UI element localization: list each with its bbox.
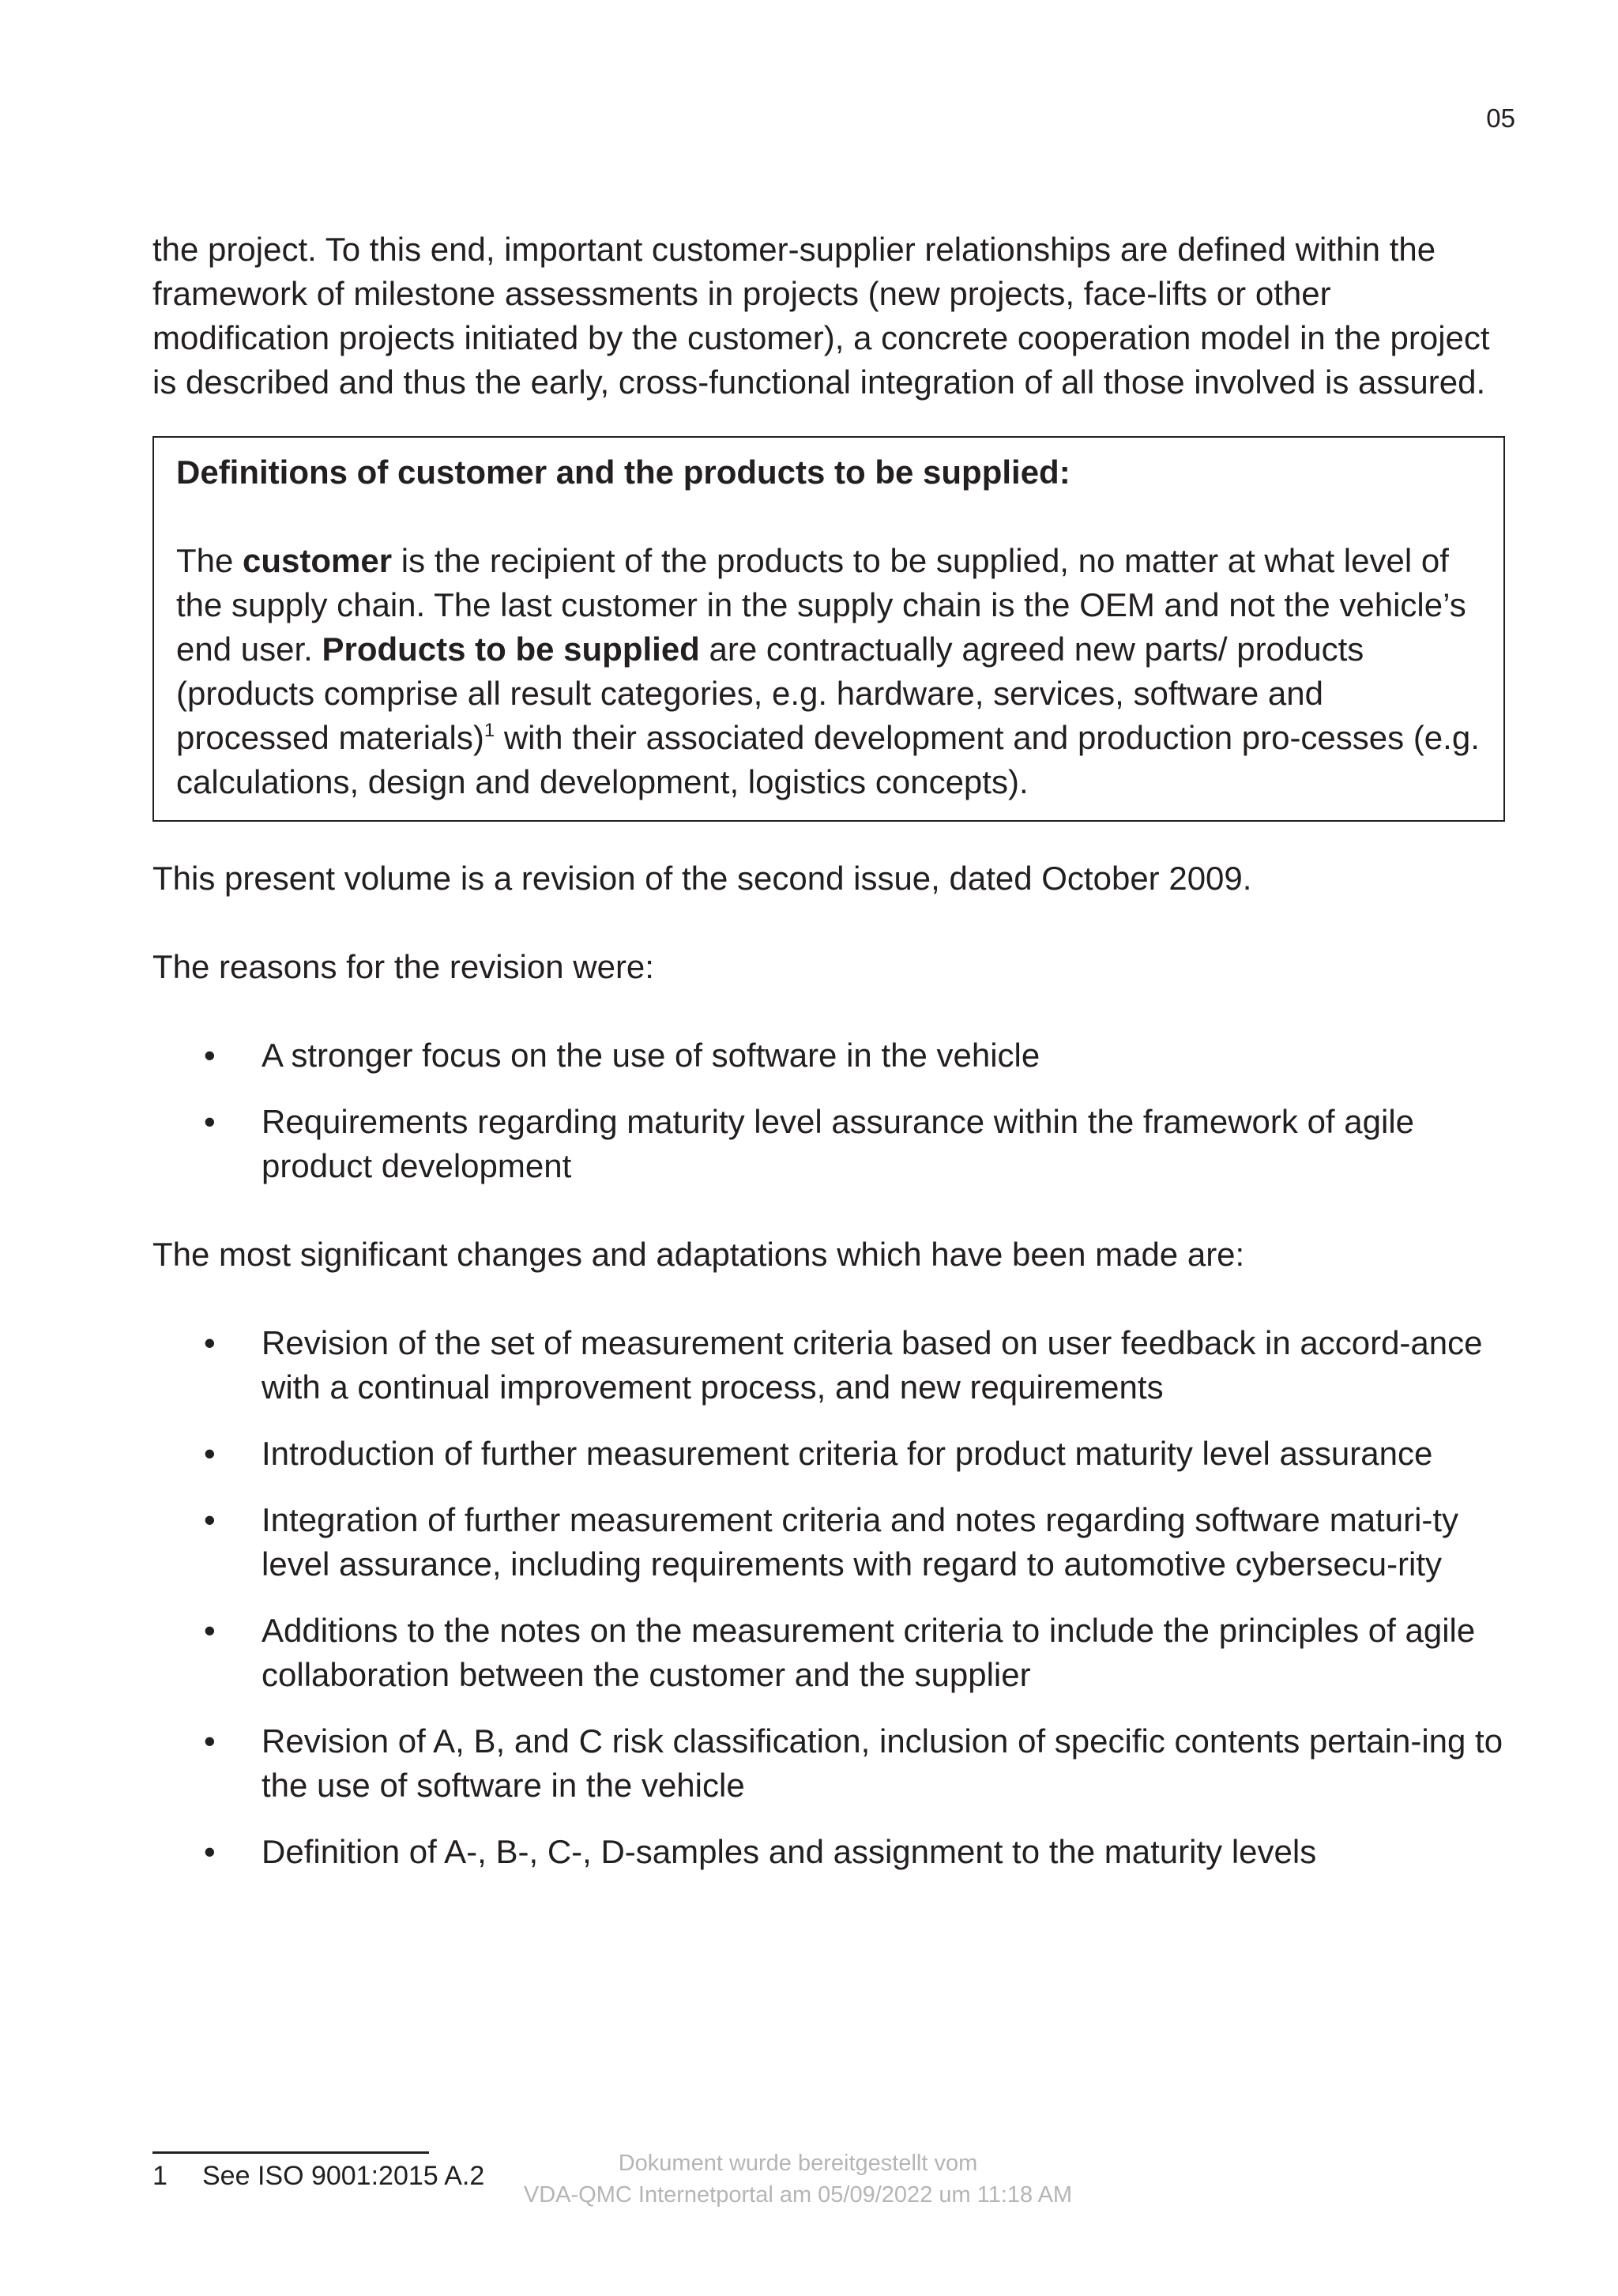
term-customer: customer [243, 542, 393, 579]
changes-heading: The most significant changes and adaptations which have been made are: [152, 1236, 1245, 1273]
bullet-icon: • [204, 1037, 216, 1074]
footnote-divider [152, 2151, 429, 2154]
revision-note: This present volume is a revision of the second issue, dated October 2009. [152, 860, 1252, 897]
list-item-text: A stronger focus on the use of software in the vehicle [262, 1037, 1040, 1074]
definitions-text-4: with their associated development and production pro-cesses (e.g. calculations, design and development, logistics concepts). [176, 719, 1480, 800]
bullet-icon: • [204, 1435, 216, 1472]
page-number: 05 [1486, 104, 1515, 133]
list-item [152, 1321, 1505, 1410]
list-item-text: Additions to the notes on the measurement criteria to include the principles of agile collaboration between the customer and the supplier [262, 1612, 1476, 1693]
definitions-box [152, 436, 1505, 822]
definitions-text-1: The [176, 542, 243, 579]
watermark-line-2: VDA-QMC Internetportal am 05/09/2022 um 11:18 AM [523, 2182, 1073, 2208]
bullet-icon: • [204, 1103, 216, 1140]
list-item-text: Introduction of further measurement criteria for product maturity level assurance [262, 1435, 1433, 1472]
list-item [152, 1033, 1505, 1078]
list-item [152, 1498, 1505, 1586]
list-item-text: Revision of A, B, and C risk classification, inclusion of specific contents pertain-ing to the use of software in the vehicle [262, 1722, 1503, 1804]
footnote-text: See ISO 9001:2015 A.2 [202, 2161, 485, 2191]
bullet-icon: • [204, 1501, 216, 1538]
definitions-text-3: are contractually agreed new parts/ products (products comprise all result categories, e.g. hardware, services, software and processed materials) [176, 630, 1364, 756]
definitions-text [176, 539, 1481, 804]
changes-list [152, 1321, 1505, 1874]
list-item-text: Requirements regarding maturity level assurance within the framework of agile product development [262, 1103, 1415, 1184]
list-item [152, 1830, 1505, 1874]
list-item-text: Definition of A-, B-, C-, D-samples and assignment to the maturity levels [262, 1833, 1317, 1870]
footnote-number: 1 [152, 2161, 167, 2191]
watermark [442, 2147, 1153, 2211]
footnote-reference[interactable]: 1 [484, 720, 495, 741]
list-item [152, 1719, 1505, 1808]
document-body [152, 228, 1505, 1918]
list-item [152, 1609, 1505, 1697]
list-item-text: Integration of further measurement criteria and notes regarding software maturi-ty level assurance, including requirements with regard to automotive cybersecu-rity [262, 1501, 1459, 1583]
list-item-text: Revision of the set of measurement criteria based on user feedback in accord-ance with a continual improvement process, and new requirements [262, 1324, 1483, 1406]
bullet-icon: • [204, 1612, 216, 1649]
definitions-text-2: is the recipient of the products to be supplied, no matter at what level of the supply chain. The last customer in the supply chain is the OEM and not the vehicle’s end user. [176, 542, 1466, 668]
term-products-to-be-supplied: Products to be supplied [322, 630, 700, 668]
intro-paragraph: the project. To this end, important customer-supplier relationships are defined within the framework of milestone assessments in projects (new projects, face-lifts or other modification projects initiated by the customer), a concrete cooperation model in the project is described and thus the early, cross-functional integration of all those involved is assured. [152, 231, 1490, 401]
reasons-list [152, 1033, 1505, 1188]
list-item [152, 1100, 1505, 1188]
footnote [152, 2159, 484, 2192]
watermark-line-1: Dokument wurde bereitgestellt vom [618, 2151, 978, 2176]
bullet-icon: • [204, 1833, 216, 1870]
bullet-icon: • [204, 1722, 216, 1760]
definitions-title: Definitions of customer and the products to be supplied: [176, 454, 1071, 491]
list-item [152, 1432, 1505, 1476]
bullet-icon: • [204, 1324, 216, 1361]
reasons-heading: The reasons for the revision were: [152, 948, 654, 985]
